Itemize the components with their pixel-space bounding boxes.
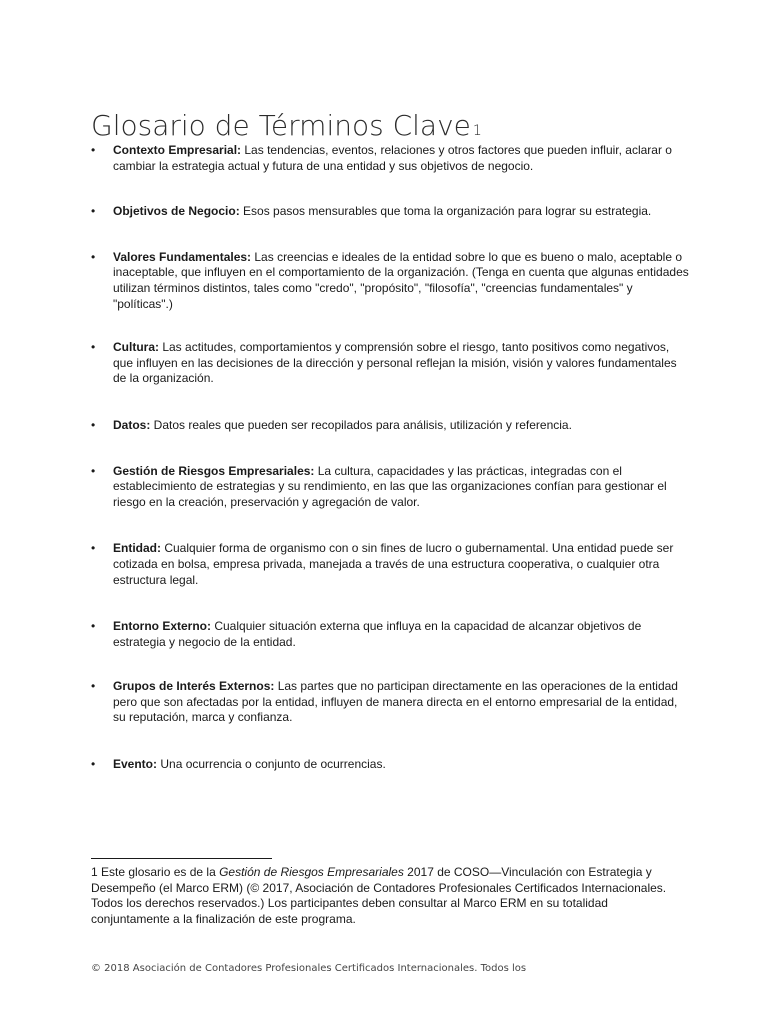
glossary-definition: Las tendencias, eventos, relaciones y otros factores que pueden influir, aclarar o cambiar la estrategia actual y futura de una entidad y sus objetivos de negocio.	[113, 143, 672, 173]
footnote-reference: 1	[472, 122, 482, 139]
glossary-term: Cultura:	[113, 340, 159, 355]
glossary-term: Evento:	[113, 757, 158, 772]
glossary-item-entorno-externo	[91, 619, 691, 650]
glossary-item-grupos-de-interes-externos	[91, 679, 691, 726]
glossary-item-datos	[91, 418, 691, 434]
glossary-term: Objetivos de Negocio:	[113, 204, 240, 219]
glossary-definition: Las creencias e ideales de la entidad sobre lo que es bueno o malo, aceptable o inaceptable, que influyen en el comportamiento de la organización. (Tenga en cuenta que algunas entidades utilizan términos distintos, tales como "credo", "propósito", "filosofía", "creencias fundamentales" y "políticas".)	[113, 249, 689, 311]
glossary-term: Gestión de Riesgos Empresariales:	[113, 463, 315, 478]
glossary-item-objetivos-de-negocio	[91, 204, 691, 220]
bullet-marker: •	[91, 757, 96, 772]
glossary-term: Entorno Externo:	[113, 619, 211, 634]
copyright-notice: © 2018 Asociación de Contadores Profesionales Certificados Internacionales. Todos los	[91, 963, 527, 974]
glossary-item-cultura	[91, 340, 691, 387]
page-title-text: Glosario de Términos Clave	[91, 108, 471, 142]
glossary-item-valores-fundamentales	[91, 250, 691, 312]
glossary-term: Contexto Empresarial:	[113, 143, 242, 157]
page-title	[91, 109, 482, 142]
glossary-term: Entidad:	[113, 541, 161, 556]
glossary-term: Datos:	[113, 417, 151, 432]
glossary-definition: Datos reales que pueden ser recopilados para análisis, utilización y referencia.	[150, 417, 572, 432]
bullet-marker: •	[91, 679, 96, 694]
bullet-marker: •	[91, 619, 96, 634]
bullet-marker: •	[91, 143, 96, 157]
glossary-definition: Cualquier situación externa que influya en la capacidad de alcanzar objetivos de estrategia y negocio de la entidad.	[113, 619, 642, 649]
glossary-item-evento	[91, 757, 691, 773]
glossary-item-gestion-de-riesgos-empresariales	[91, 464, 691, 511]
glossary-definition: La cultura, capacidades y las prácticas, integradas con el establecimiento de estrategias y su rendimiento, en las que las organizaciones confían para gestionar el riesgo en la creación, preservación y agregación de valor.	[113, 463, 667, 509]
bullet-marker: •	[91, 417, 96, 432]
glossary-list	[91, 143, 691, 773]
glossary-term: Grupos de Interés Externos:	[113, 679, 275, 694]
glossary-item-contexto-empresarial	[91, 143, 691, 174]
bullet-marker: •	[91, 463, 96, 478]
bullet-marker: •	[91, 541, 96, 556]
footnote	[91, 865, 686, 927]
glossary-definition: Cualquier forma de organismo con o sin fines de lucro o gubernamental. Una entidad puede ser cotizada en bolsa, empresa privada, manejada a través de una estructura cooperativa, o cualquier otra estructura legal.	[113, 541, 674, 587]
glossary-term: Valores Fundamentales:	[113, 249, 252, 264]
glossary-definition: Las partes que no participan directamente en las operaciones de la entidad pero que son afectadas por la entidad, influyen de manera directa en el entorno empresarial de la entidad, su reputación, marca y confianza.	[113, 679, 678, 725]
glossary-item-entidad	[91, 541, 691, 588]
bullet-marker: •	[91, 249, 96, 264]
glossary-definition: Una ocurrencia o conjunto de ocurrencias.	[157, 757, 386, 772]
footnote-italic-title: Gestión de Riesgos Empresariales	[219, 865, 404, 879]
bullet-marker: •	[91, 204, 96, 219]
glossary-definition: Esos pasos mensurables que toma la organización para lograr su estrategia.	[239, 204, 652, 219]
footnote-prefix: 1 Este glosario es de la	[91, 865, 220, 879]
footnote-suffix: 2017 de COSO—Vinculación con Estrategia y Desempeño (el Marco ERM) (© 2017, Asociación de Contadores Profesionales Certificados Internacionales. Todos los derechos reservados.) Los participantes deben consultar al Marco ERM en su totalidad conjuntamente a la finalización de este programa.	[91, 865, 667, 926]
glossary-definition: Las actitudes, comportamientos y comprensión sobre el riesgo, tanto positivos como negativos, que influyen en las decisiones de la dirección y personal reflejan la misión, visión y valores fundamentales de la organización.	[113, 340, 677, 386]
bullet-marker: •	[91, 340, 96, 355]
footnote-separator	[91, 858, 272, 859]
